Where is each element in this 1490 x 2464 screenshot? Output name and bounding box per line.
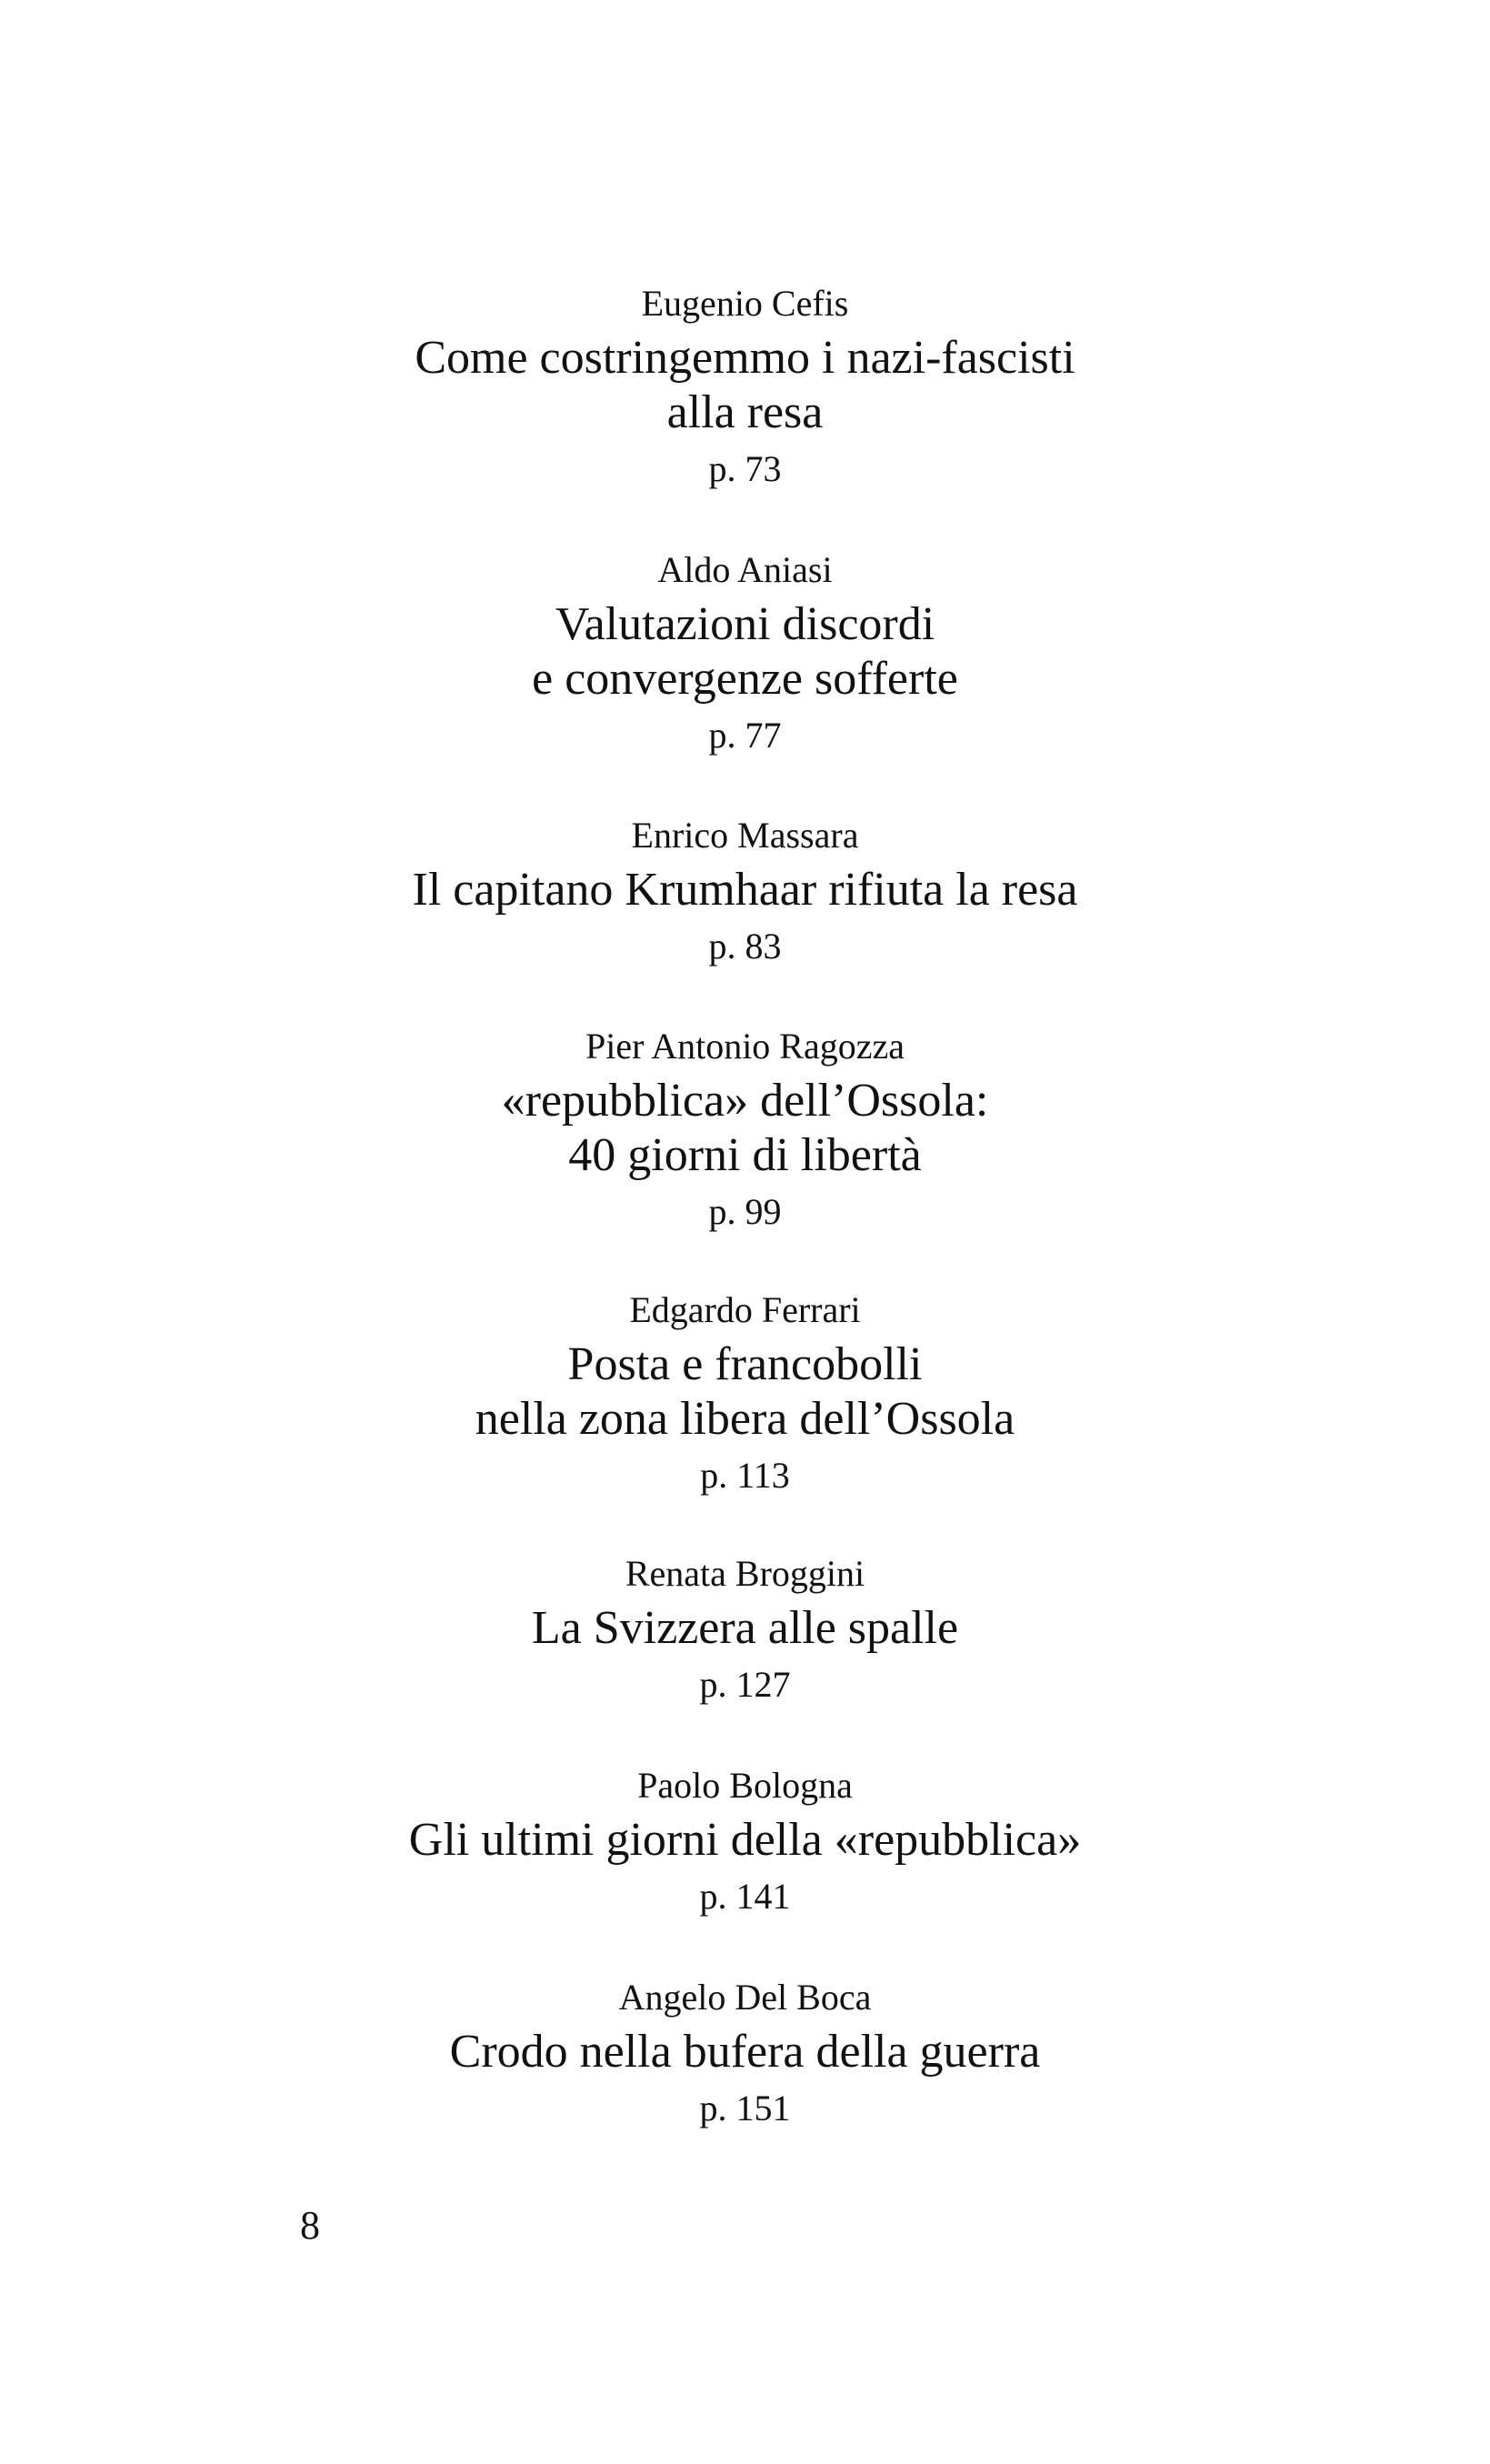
entry-title-line-1: La Svizzera alle spalle xyxy=(531,1602,959,1654)
entry-author: Aldo Aniasi xyxy=(657,549,833,590)
entry-title-line-1: Il capitano Krumhaar rifiuta la resa xyxy=(412,864,1078,916)
entry-author: Angelo Del Boca xyxy=(618,1977,872,2018)
entry-title-line-2: nella zona libera dell’Ossola xyxy=(475,1393,1015,1445)
entry-page-ref: p. 127 xyxy=(699,1664,791,1705)
entry-page-ref: p. 151 xyxy=(699,2088,791,2128)
entry-page-ref: p. 99 xyxy=(708,1191,782,1232)
entry-title-line-1: Crodo nella bufera della guerra xyxy=(449,2026,1041,2078)
toc-entry-4 xyxy=(0,1020,1490,1238)
entry-page-ref: p. 141 xyxy=(699,1876,791,1917)
entry-page-ref: p. 113 xyxy=(700,1455,790,1496)
entry-title-line-1: Posta e francobolli xyxy=(567,1338,923,1390)
entry-author: Pier Antonio Ragozza xyxy=(585,1026,905,1067)
entry-title-line-1: Valutazioni discordi xyxy=(555,598,935,650)
entry-page-ref: p. 73 xyxy=(708,448,782,489)
entry-author: Edgardo Ferrari xyxy=(629,1289,861,1330)
entry-author: Eugenio Cefis xyxy=(641,283,849,324)
entry-title-line-2: e convergenze sofferte xyxy=(532,653,958,705)
entry-title-line-1: «repubblica» dell’Ossola: xyxy=(501,1075,989,1127)
toc-entry-1 xyxy=(0,277,1490,496)
toc-entry-5 xyxy=(0,1284,1490,1502)
entry-page-ref: p. 77 xyxy=(708,715,782,756)
entry-title-line-2: alla resa xyxy=(666,386,824,438)
entry-title-line-2: 40 giorni di libertà xyxy=(568,1129,922,1181)
entry-title-line-1: Gli ultimi giorni della «repubblica» xyxy=(408,1814,1082,1866)
toc-entry-6 xyxy=(0,1548,1490,1711)
toc-entry-2 xyxy=(0,544,1490,762)
entry-author: Enrico Massara xyxy=(631,815,859,856)
page-number: 8 xyxy=(300,2203,320,2248)
toc-entry-8 xyxy=(0,1971,1490,2135)
toc-entry-7 xyxy=(0,1759,1490,1923)
entry-title-line-1: Come costringemmo i nazi-fascisti xyxy=(415,332,1075,384)
entry-author: Renata Broggini xyxy=(625,1553,865,1594)
toc-entry-3 xyxy=(0,809,1490,973)
entry-page-ref: p. 83 xyxy=(708,926,782,967)
entry-author: Paolo Bologna xyxy=(637,1765,853,1806)
